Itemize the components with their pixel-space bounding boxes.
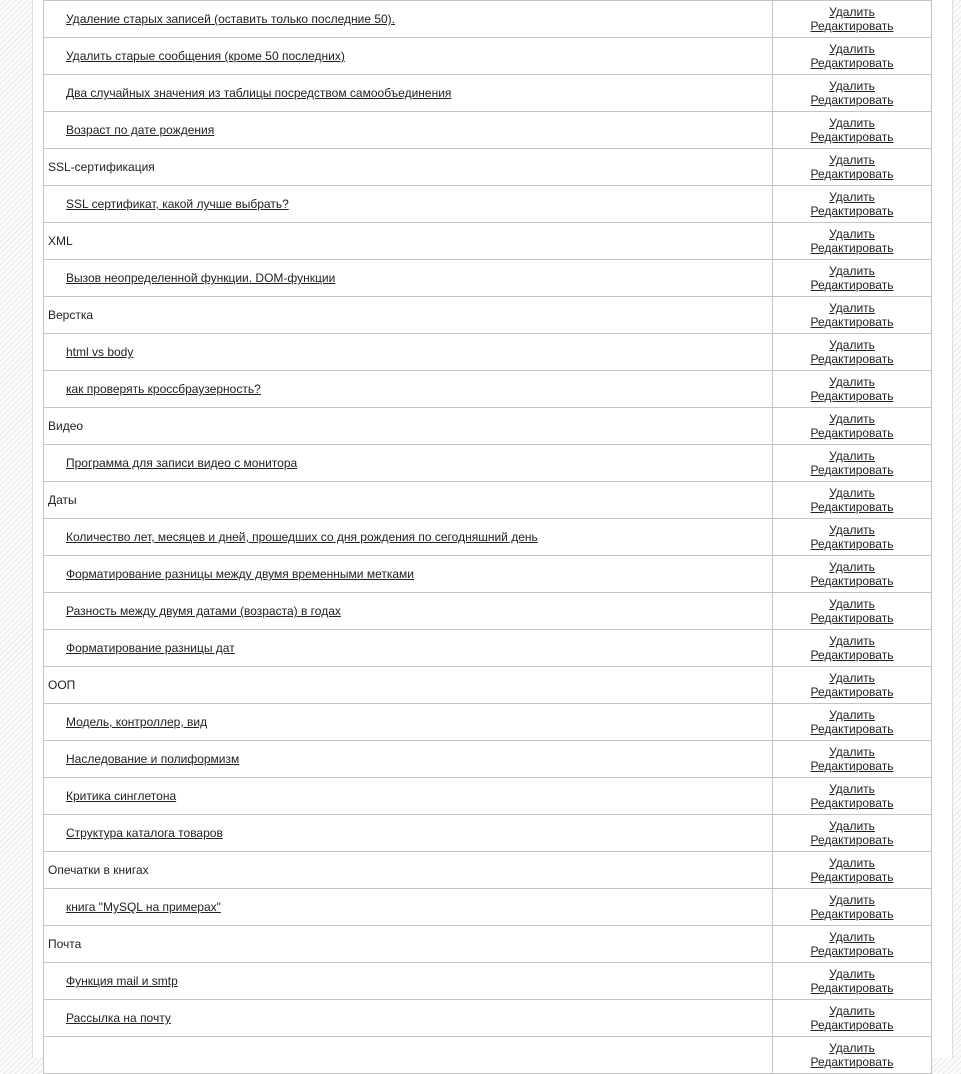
topic-link[interactable]: как проверять кроссбраузерность?	[66, 382, 261, 396]
delete-link[interactable]: Удалить	[829, 523, 875, 537]
section-row	[44, 926, 932, 963]
delete-link[interactable]: Удалить	[829, 1041, 875, 1055]
topic-link[interactable]: Форматирование разницы между двумя временными метками	[66, 567, 414, 581]
topic-row	[44, 445, 932, 482]
section-label: Видео	[48, 419, 84, 433]
edit-link[interactable]: Редактировать	[810, 759, 894, 773]
section-row	[44, 1037, 932, 1074]
edit-link[interactable]: Редактировать	[810, 500, 894, 514]
delete-link[interactable]: Удалить	[829, 708, 875, 722]
title-cell	[44, 1, 773, 38]
section-label: Опечатки в книгах	[48, 863, 149, 877]
delete-link[interactable]: Удалить	[829, 338, 875, 352]
topic-link[interactable]: SSL сертификат, какой лучше выбрать?	[66, 197, 289, 211]
topic-row	[44, 556, 932, 593]
topic-link[interactable]: Удалить старые сообщения (кроме 50 последних)	[66, 49, 345, 63]
delete-link[interactable]: Удалить	[829, 116, 875, 130]
title-cell	[44, 1000, 773, 1037]
actions-cell	[773, 889, 932, 926]
topic-link[interactable]: Вызов неопределенной функции. DOM-функции	[66, 271, 336, 285]
section-label: XML	[48, 234, 73, 248]
edit-link[interactable]: Редактировать	[810, 204, 894, 218]
title-cell	[44, 556, 773, 593]
topics-table-body	[44, 1, 932, 1074]
topic-row	[44, 630, 932, 667]
topic-link[interactable]: Форматирование разницы дат	[66, 641, 235, 655]
title-cell	[44, 704, 773, 741]
title-cell	[44, 112, 773, 149]
delete-link[interactable]: Удалить	[829, 42, 875, 56]
title-cell	[44, 223, 773, 260]
actions-cell	[773, 630, 932, 667]
edit-link[interactable]: Редактировать	[810, 389, 894, 403]
delete-link[interactable]: Удалить	[829, 301, 875, 315]
actions-cell	[773, 149, 932, 186]
title-cell	[44, 482, 773, 519]
actions-cell	[773, 1037, 932, 1074]
delete-link[interactable]: Удалить	[829, 264, 875, 278]
actions-cell	[773, 75, 932, 112]
edit-link[interactable]: Редактировать	[810, 241, 894, 255]
title-cell	[44, 778, 773, 815]
delete-link[interactable]: Удалить	[829, 782, 875, 796]
section-label: ООП	[48, 678, 76, 692]
delete-link[interactable]: Удалить	[829, 1004, 875, 1018]
section-row	[44, 297, 932, 334]
title-cell	[44, 593, 773, 630]
title-cell	[44, 741, 773, 778]
title-cell	[44, 630, 773, 667]
delete-link[interactable]: Удалить	[829, 190, 875, 204]
section-label: Даты	[48, 493, 77, 507]
edit-link[interactable]: Редактировать	[810, 1018, 894, 1032]
title-cell	[44, 149, 773, 186]
topic-link[interactable]: Возраст по дате рождения	[66, 123, 215, 137]
edit-link[interactable]: Редактировать	[810, 463, 894, 477]
section-label: SSL-сертификация	[48, 160, 155, 174]
edit-link[interactable]: Редактировать	[810, 574, 894, 588]
delete-link[interactable]: Удалить	[829, 634, 875, 648]
edit-link[interactable]: Редактировать	[810, 722, 894, 736]
actions-cell	[773, 371, 932, 408]
title-cell	[44, 75, 773, 112]
actions-cell	[773, 778, 932, 815]
delete-link[interactable]: Удалить	[829, 5, 875, 19]
title-cell	[44, 963, 773, 1000]
title-cell	[44, 38, 773, 75]
actions-cell	[773, 445, 932, 482]
delete-link[interactable]: Удалить	[829, 449, 875, 463]
edit-link[interactable]: Редактировать	[810, 685, 894, 699]
actions-cell	[773, 852, 932, 889]
actions-cell	[773, 112, 932, 149]
delete-link[interactable]: Удалить	[829, 967, 875, 981]
topic-link[interactable]: Два случайных значения из таблицы посредством самообъединения	[66, 86, 452, 100]
title-cell	[44, 334, 773, 371]
topic-row	[44, 1000, 932, 1037]
delete-link[interactable]: Удалить	[829, 375, 875, 389]
actions-cell	[773, 334, 932, 371]
topic-row	[44, 112, 932, 149]
edit-link[interactable]: Редактировать	[810, 315, 894, 329]
actions-cell	[773, 38, 932, 75]
topic-row	[44, 704, 932, 741]
topic-row	[44, 1, 932, 38]
topic-link[interactable]: Программа для записи видео с монитора	[66, 456, 298, 470]
topic-link[interactable]: книга "MySQL на примерах"	[66, 900, 221, 914]
actions-cell	[773, 593, 932, 630]
actions-cell	[773, 815, 932, 852]
edit-link[interactable]: Редактировать	[810, 278, 894, 292]
edit-link[interactable]: Редактировать	[810, 981, 894, 995]
title-cell	[44, 297, 773, 334]
delete-link[interactable]: Удалить	[829, 153, 875, 167]
title-cell	[44, 815, 773, 852]
title-cell	[44, 445, 773, 482]
topic-row	[44, 778, 932, 815]
topic-link[interactable]: html vs body	[66, 345, 134, 359]
title-cell	[44, 408, 773, 445]
edit-link[interactable]: Редактировать	[810, 167, 894, 181]
delete-link[interactable]: Удалить	[829, 597, 875, 611]
edit-link[interactable]: Редактировать	[810, 1055, 894, 1069]
actions-cell	[773, 963, 932, 1000]
edit-link[interactable]: Редактировать	[810, 870, 894, 884]
actions-cell	[773, 667, 932, 704]
topic-row	[44, 371, 932, 408]
edit-link[interactable]: Редактировать	[810, 648, 894, 662]
actions-cell	[773, 704, 932, 741]
actions-cell	[773, 186, 932, 223]
topic-link[interactable]: Структура каталога товаров	[66, 826, 223, 840]
actions-cell	[773, 482, 932, 519]
topic-link[interactable]: Рассылка на почту	[66, 1011, 171, 1025]
section-row	[44, 667, 932, 704]
title-cell	[44, 926, 773, 963]
edit-link[interactable]: Редактировать	[810, 537, 894, 551]
edit-link[interactable]: Редактировать	[810, 130, 894, 144]
topic-row	[44, 75, 932, 112]
actions-cell	[773, 556, 932, 593]
topic-link[interactable]: Разность между двумя датами (возраста) в годах	[66, 604, 341, 618]
edit-link[interactable]: Редактировать	[810, 833, 894, 847]
edit-link[interactable]: Редактировать	[810, 944, 894, 958]
edit-link[interactable]: Редактировать	[810, 796, 894, 810]
delete-link[interactable]: Удалить	[829, 930, 875, 944]
edit-link[interactable]: Редактировать	[810, 93, 894, 107]
topic-row	[44, 889, 932, 926]
actions-cell	[773, 926, 932, 963]
delete-link[interactable]: Удалить	[829, 893, 875, 907]
section-row	[44, 482, 932, 519]
delete-link[interactable]: Удалить	[829, 412, 875, 426]
edit-link[interactable]: Редактировать	[810, 56, 894, 70]
section-row	[44, 408, 932, 445]
section-row	[44, 223, 932, 260]
topics-table	[43, 0, 932, 1074]
edit-link[interactable]: Редактировать	[810, 611, 894, 625]
actions-cell	[773, 260, 932, 297]
topic-link[interactable]: Удаление старых записей (оставить только последние 50).	[66, 12, 396, 26]
topic-link[interactable]: Модель, контроллер, вид	[66, 715, 208, 729]
edit-link[interactable]: Редактировать	[810, 907, 894, 921]
topic-row	[44, 260, 932, 297]
delete-link[interactable]: Удалить	[829, 671, 875, 685]
actions-cell	[773, 408, 932, 445]
delete-link[interactable]: Удалить	[829, 79, 875, 93]
actions-cell	[773, 297, 932, 334]
topic-row	[44, 741, 932, 778]
edit-link[interactable]: Редактировать	[810, 19, 894, 33]
actions-cell	[773, 1, 932, 38]
topic-row	[44, 334, 932, 371]
delete-link[interactable]: Удалить	[829, 486, 875, 500]
edit-link[interactable]: Редактировать	[810, 352, 894, 366]
delete-link[interactable]: Удалить	[829, 745, 875, 759]
title-cell	[44, 186, 773, 223]
title-cell	[44, 1037, 773, 1074]
title-cell	[44, 667, 773, 704]
topic-link[interactable]: Критика синглетона	[66, 789, 177, 803]
delete-link[interactable]: Удалить	[829, 227, 875, 241]
actions-cell	[773, 519, 932, 556]
section-label: Почта	[48, 937, 82, 951]
title-cell	[44, 519, 773, 556]
actions-cell	[773, 223, 932, 260]
topic-row	[44, 815, 932, 852]
topic-link[interactable]: Количество лет, месяцев и дней, прошедших со дня рождения по сегодняшний день	[66, 530, 538, 544]
edit-link[interactable]: Редактировать	[810, 426, 894, 440]
actions-cell	[773, 1000, 932, 1037]
actions-cell	[773, 741, 932, 778]
topic-row	[44, 593, 932, 630]
delete-link[interactable]: Удалить	[829, 856, 875, 870]
topic-row	[44, 38, 932, 75]
section-label: Верстка	[48, 308, 94, 322]
title-cell	[44, 889, 773, 926]
topic-row	[44, 519, 932, 556]
title-cell	[44, 852, 773, 889]
title-cell	[44, 371, 773, 408]
topic-row	[44, 186, 932, 223]
section-row	[44, 852, 932, 889]
section-row	[44, 149, 932, 186]
delete-link[interactable]: Удалить	[829, 560, 875, 574]
topic-link[interactable]: Функция mail и smtp	[66, 974, 178, 988]
topic-row	[44, 963, 932, 1000]
delete-link[interactable]: Удалить	[829, 819, 875, 833]
topic-link[interactable]: Наследование и полиформизм	[66, 752, 240, 766]
title-cell	[44, 260, 773, 297]
